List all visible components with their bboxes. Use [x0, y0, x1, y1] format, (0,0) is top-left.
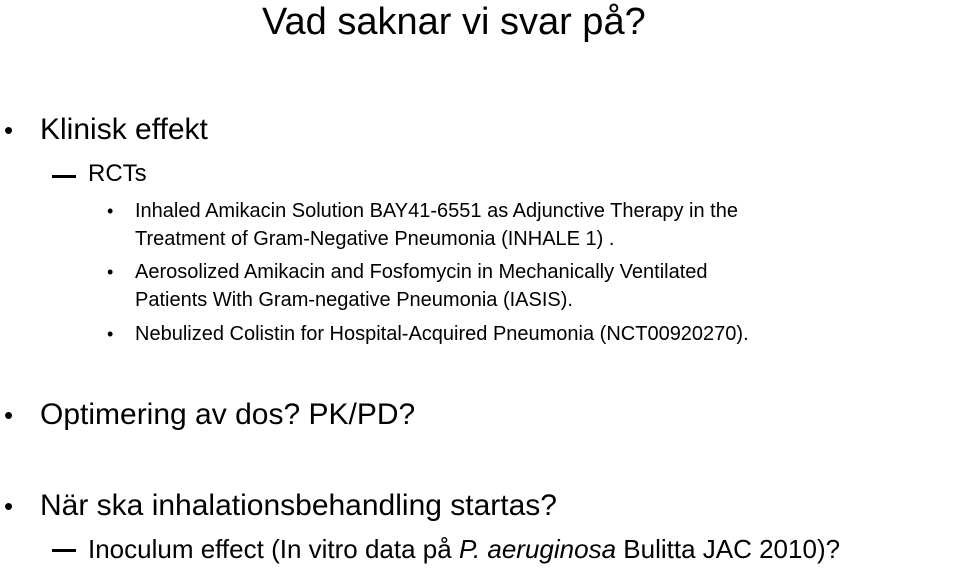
inoculum-text-prefix: Inoculum effect (In vitro data på: [88, 534, 459, 564]
bullet-icon: •: [107, 324, 114, 344]
dash-icon: [52, 175, 76, 178]
inoculum-text-suffix: Bulitta JAC 2010)?: [616, 534, 841, 564]
bullet-icon: •: [107, 201, 114, 221]
slide-title: Vad saknar vi svar på?: [262, 1, 646, 43]
bullet-optimering: Optimering av dos? PK/PD?: [40, 398, 416, 431]
bullet-icon: •: [4, 491, 14, 521]
inoculum-organism: P. aeruginosa: [458, 534, 617, 564]
rct-item-line: Patients With Gram-negative Pneumonia (IASIS).: [135, 289, 573, 311]
sub-bullet-rcts: RCTs: [88, 160, 147, 187]
bullet-klinisk-effekt: Klinisk effekt: [40, 113, 208, 146]
rct-item-line: Aerosolized Amikacin and Fosfomycin in Mechanically Ventilated: [135, 261, 708, 283]
sub-bullet-inoculum: [88, 533, 840, 565]
bullet-inhalation: När ska inhalationsbehandling startas?: [40, 489, 557, 522]
dash-icon: [52, 549, 76, 552]
bullet-icon: •: [4, 115, 14, 145]
bullet-icon: •: [4, 400, 14, 430]
rct-item-line: Nebulized Colistin for Hospital-Acquired Pneumonia (NCT00920270).: [135, 323, 749, 345]
bullet-icon: •: [107, 262, 114, 282]
rct-item-line: Treatment of Gram-Negative Pneumonia (INHALE 1) .: [135, 228, 615, 250]
rct-item-line: Inhaled Amikacin Solution BAY41-6551 as Adjunctive Therapy in the: [135, 200, 738, 222]
